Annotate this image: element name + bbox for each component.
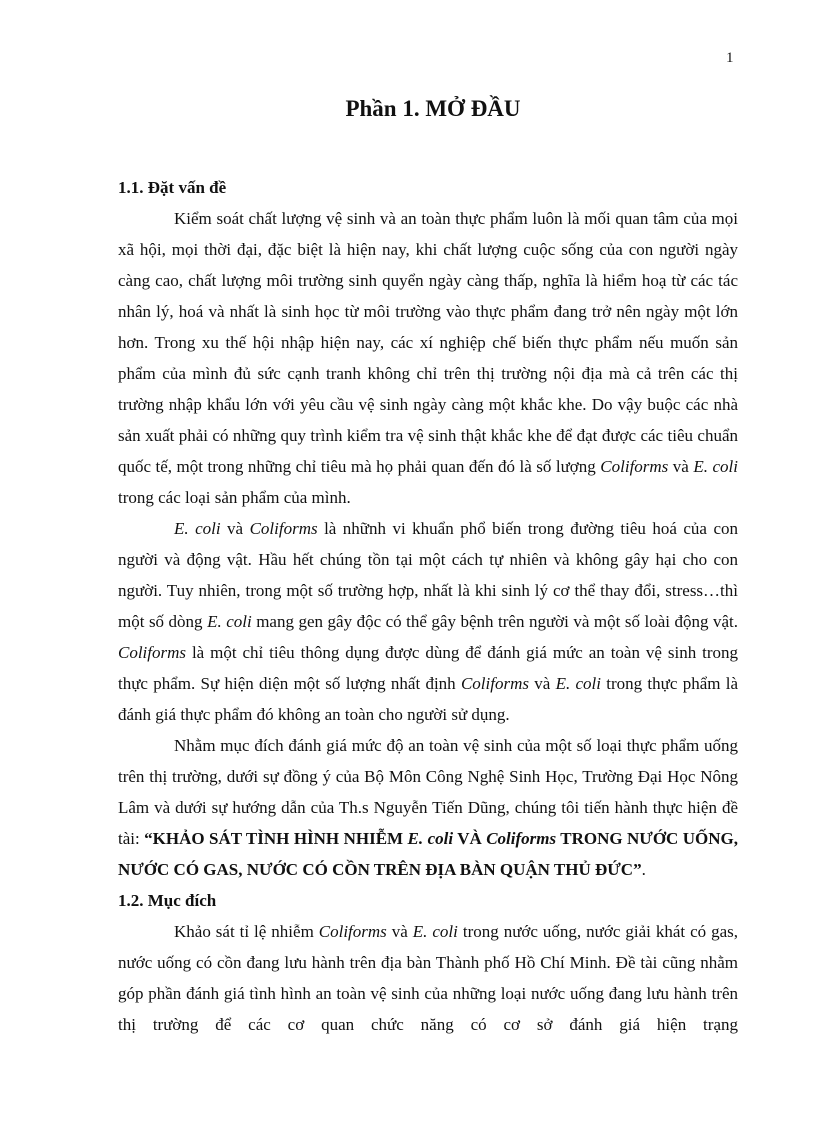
bold-italic-term: E. coli [407,829,454,848]
italic-term: E. coli [412,922,458,941]
text-run: Nhằm mục đích đánh giá mức độ an toàn vệ sinh của một số loại thực phẩm uống trên thị trường, dưới sự đồng ý của Bộ Môn Công Nghệ Sinh Học, Trường Đại Học Nông Lâm và dưới sự hướng dẫn của Th.s Nguyễn Tiến Dũng, chúng tôi tiến hành thực hiện đề tài: [118,736,738,848]
italic-term: Coliforms [318,922,387,941]
paragraph-4 [118,916,738,1040]
italic-term: E. coli [207,612,252,631]
part-title: Phần 1. MỞ ĐẦU [345,96,521,121]
bold-italic-term: Coliforms [486,829,557,848]
section-heading-1-1: 1.1. Đặt vấn đề [118,178,227,197]
italic-term: Coliforms [249,519,318,538]
italic-term: E. coli [174,519,221,538]
paragraph-2 [118,513,738,730]
text-run: trong nước uống, nước giải khát có gas, nước uống có cồn đang lưu hành trên địa bàn Thành phố Hồ Chí Minh. Đề tài cũng nhằm góp phần đánh giá tình hình an toàn vệ sinh của những loại nước uống đang lưu hành trên thị trường để các cơ quan chức năng có cơ sở đánh giá hiện trạng [118,922,738,1034]
text-run: . [641,860,646,879]
text-run: và [220,519,250,538]
page-number: 1 [726,50,734,66]
text-run: Khảo sát tỉ lệ nhiễm [174,922,319,941]
text-run: và [528,674,556,693]
bold-run: “KHẢO SÁT TÌNH HÌNH NHIỄM [144,829,408,848]
text-run: trong các loại sản phẩm của mình. [118,488,351,507]
text-run: là nhữnh vi khuẩn phổ biến trong đường tiêu hoá của con người và động vật. Hầu hết chúng tồn tại một cách tự nhiên và không gây hại cho con người. Tuy nhiên, trong một số trường hợp, nhất là khi sinh lý cơ thể thay đổi, stress…thì một số dòng [118,519,738,631]
italic-term: Coliforms [460,674,529,693]
paragraph-1 [118,203,738,513]
italic-term: Coliforms [600,457,669,476]
paragraph-3 [118,730,738,885]
bold-run: VÀ [453,829,487,848]
italic-term: E. coli [693,457,738,476]
bold-run: TRONG NƯỚC UỐNG, NƯỚC CÓ GAS, NƯỚC CÓ CỒN TRÊN ĐỊA BÀN QUẬN THỦ ĐỨC” [118,829,739,879]
text-run: Kiểm soát chất lượng vệ sinh và an toàn thực phẩm luôn là mối quan tâm của mọi xã hội, mọi thời đại, đặc biệt là hiện nay, khi chất lượng cuộc sống của con người ngày càng cao, chất lượng môi trường sinh quyển ngày càng thấp, nghĩa là hiểm hoạ từ các tác nhân lý, hoá và nhất là sinh học từ môi trường vào thực phẩm đang trở nên ngày một lớn hơn. Trong xu thế hội nhập hiện nay, các xí nghiệp chế biến thực phẩm nếu muốn sản phẩm của mình đủ sức cạnh tranh không chỉ trên thị trường nội địa mà cả trên các thị trường nhập khẩu lớn với yêu cầu vệ sinh ngày càng một khắc khe. Do vậy buộc các nhà sản xuất phải có những quy trình kiểm tra vệ sinh thật khắc khe để đạt được các tiêu chuẩn quốc tế, một trong những chỉ tiêu mà họ phải quan đến đó là số lượng [118,209,738,476]
text-run: mang gen gây độc có thể gây bệnh trên người và một số loài động vật. [251,612,738,631]
document-body [118,172,738,1040]
text-run: trong thực phẩm là đánh giá thực phẩm đó không an toàn cho người sử dụng. [118,674,739,724]
text-run: là một chỉ tiêu thông dụng được dùng để đánh giá mức an toàn vệ sinh trong thực phẩm. Sự hiện diện một số lượng nhất định [118,643,738,693]
text-run: và [386,922,413,941]
section-heading-1-2: 1.2. Mục đích [118,891,217,910]
italic-term: E. coli [555,674,601,693]
italic-term: Coliforms [118,643,187,662]
text-run: và [668,457,694,476]
